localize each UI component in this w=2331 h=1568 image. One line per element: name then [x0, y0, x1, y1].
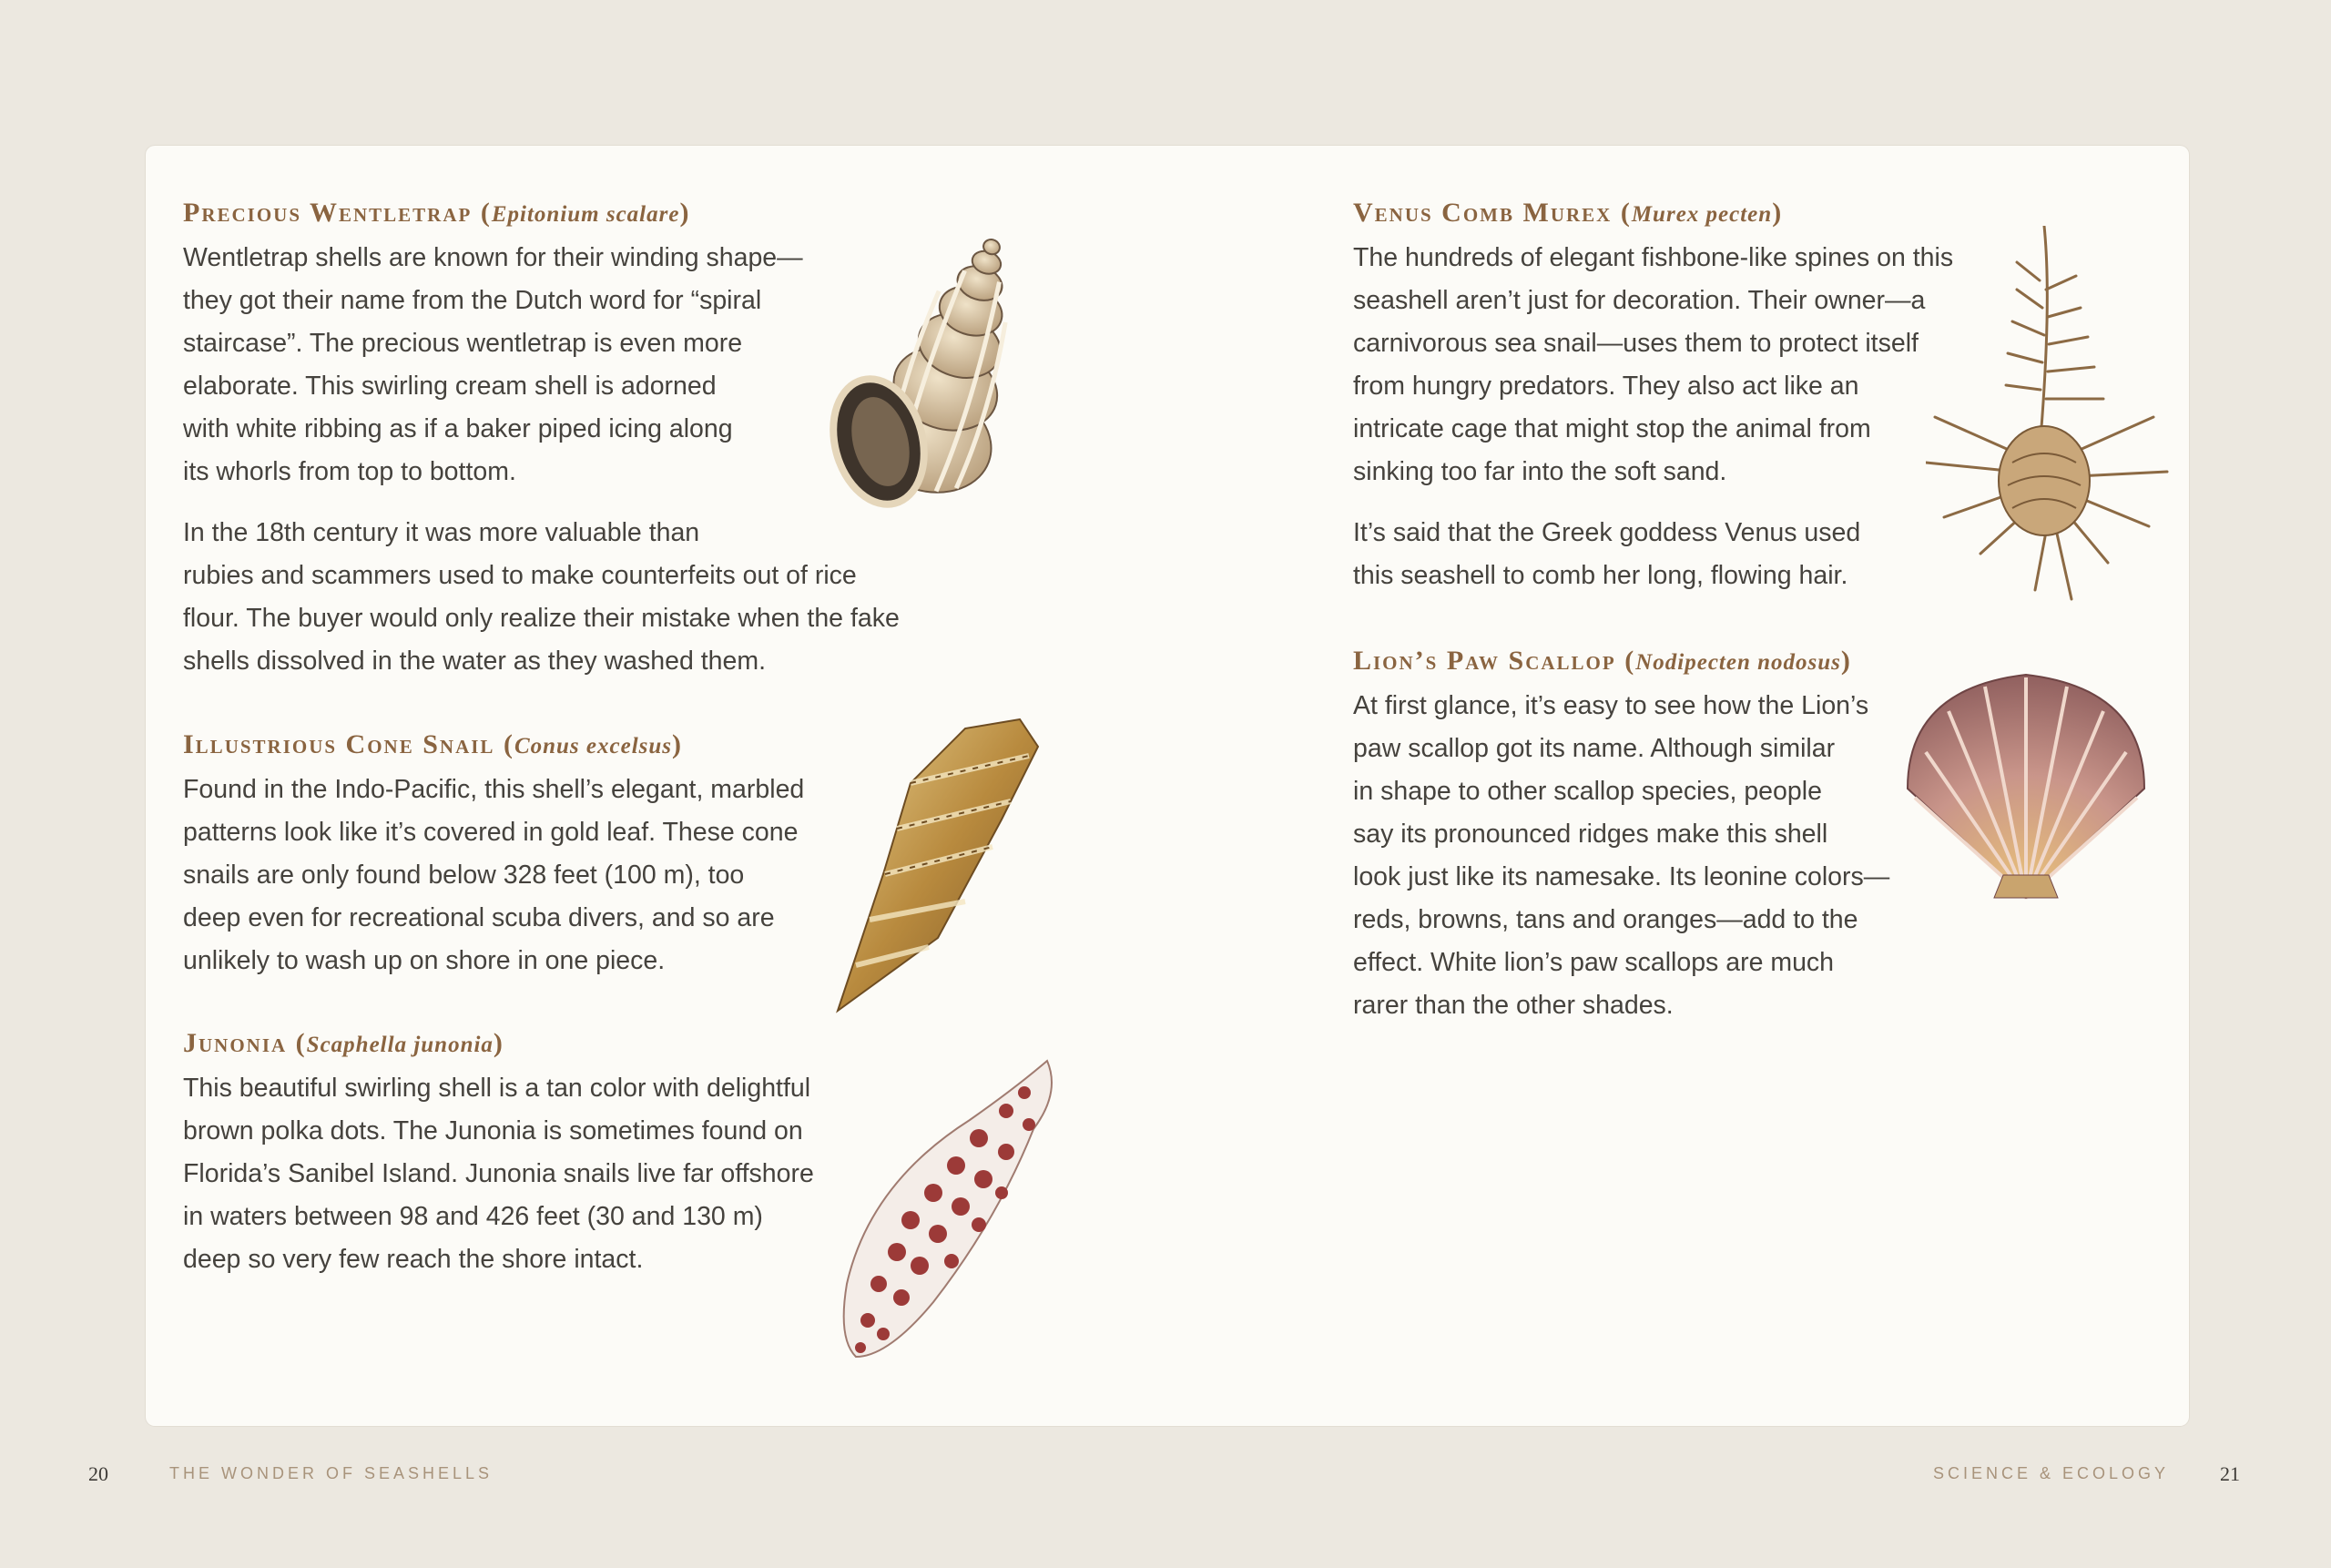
- common-name: Lion’s Paw Scallop: [1353, 646, 1616, 676]
- body-line: intricate cage that might stop the animal from: [1353, 414, 1871, 443]
- body-line: The hundreds of elegant fishbone-like spines on this: [1353, 243, 1954, 272]
- body-line: This beautiful swirling shell is a tan color with delightful: [183, 1074, 811, 1103]
- body-line: its whorls from top to bottom.: [183, 457, 516, 486]
- body-line: rubies and scammers used to make counterfeits out of rice: [183, 561, 857, 590]
- body-line: in shape to other scallop species, people: [1353, 777, 1822, 806]
- running-head-right: SCIENCE & ECOLOGY: [1933, 1464, 2170, 1482]
- body-line: Wentletrap shells are known for their winding shape—: [183, 243, 803, 272]
- scallop-shell-illustration: [1898, 670, 2153, 907]
- body-line: reds, browns, tans and oranges—add to the: [1353, 905, 1858, 934]
- body-line: rarer than the other shades.: [1353, 991, 1674, 1020]
- body-line: flour. The buyer would only realize their mistake when the fake: [183, 604, 900, 633]
- body-line: carnivorous sea snail—uses them to protect itself: [1353, 329, 1919, 358]
- body-line: paw scallop got its name. Although similar: [1353, 734, 1836, 763]
- murex-shell-illustration: [1926, 226, 2172, 608]
- entry-title: Illustrious Cone Snail (Conus excelsus): [183, 729, 683, 759]
- entry-title: Venus Comb Murex (Murex pecten): [1353, 198, 1784, 228]
- body-line: deep so very few reach the shore intact.: [183, 1245, 644, 1274]
- body-line: say its pronounced ridges make this shell: [1353, 820, 1828, 849]
- body-line: from hungry predators. They also act like an: [1353, 372, 1859, 401]
- entry-title: Precious Wentletrap (Epitonium scalare): [183, 198, 691, 228]
- body-line: staircase”. The precious wentletrap is even more: [183, 329, 743, 358]
- body-line: in waters between 98 and 426 feet (30 and 130 m): [183, 1202, 763, 1231]
- scientific-name: Epitonium scalare: [491, 202, 680, 227]
- body-line: Florida’s Sanibel Island. Junonia snails live far offshore: [183, 1159, 814, 1188]
- body-line: unlikely to wash up on shore in one piece.: [183, 946, 666, 975]
- scientific-name: Nodipecten nodosus: [1635, 650, 1841, 675]
- body-line: they got their name from the Dutch word for “spiral: [183, 286, 762, 315]
- body-line: this seashell to comb her long, flowing hair.: [1353, 561, 1848, 590]
- body-line: sinking too far into the soft sand.: [1353, 457, 1727, 486]
- scientific-name: Scaphella junonia: [306, 1033, 494, 1057]
- common-name: Illustrious Cone Snail: [183, 729, 495, 759]
- body-line: At first glance, it’s easy to see how the Lion’s: [1353, 691, 1869, 720]
- body-line: snails are only found below 328 feet (100 m), too: [183, 860, 745, 890]
- page-number-left: 20: [88, 1462, 108, 1485]
- entry-title: Lion’s Paw Scallop (Nodipecten nodosus): [1353, 646, 1852, 676]
- running-head-left: THE WONDER OF SEASHELLS: [169, 1464, 494, 1482]
- body-line: with white ribbing as if a baker piped icing along: [183, 414, 733, 443]
- body-line: brown polka dots. The Junonia is sometimes found on: [183, 1116, 803, 1145]
- body-line: deep even for recreational scuba divers, and so are: [183, 903, 775, 932]
- common-name: Precious Wentletrap: [183, 198, 473, 228]
- body-line: It’s said that the Greek goddess Venus used: [1353, 518, 1861, 547]
- page-number-right: 21: [2220, 1462, 2240, 1485]
- body-line: In the 18th century it was more valuable than: [183, 518, 700, 547]
- scientific-name: Murex pecten: [1631, 202, 1773, 227]
- body-line: shells dissolved in the water as they washed them.: [183, 647, 766, 676]
- wentletrap-shell-illustration: [815, 214, 1033, 514]
- body-line: look just like its namesake. Its leonine colors—: [1353, 862, 1890, 891]
- body-line: patterns look like it’s covered in gold leaf. These cone: [183, 818, 799, 847]
- common-name: Junonia: [183, 1028, 288, 1058]
- entry-title: Junonia (Scaphella junonia): [183, 1028, 504, 1058]
- junonia-shell-illustration: [833, 1056, 1070, 1366]
- body-line: effect. White lion’s paw scallops are much: [1353, 948, 1835, 977]
- body-line: seashell aren’t just for decoration. Their owner—a: [1353, 286, 1926, 315]
- body-line: Found in the Indo-Pacific, this shell’s elegant, marbled: [183, 775, 805, 804]
- common-name: Venus Comb Murex: [1353, 198, 1613, 228]
- scientific-name: Conus excelsus: [514, 734, 672, 759]
- body-line: elaborate. This swirling cream shell is adorned: [183, 372, 717, 401]
- cone-snail-shell-illustration: [829, 710, 1047, 1020]
